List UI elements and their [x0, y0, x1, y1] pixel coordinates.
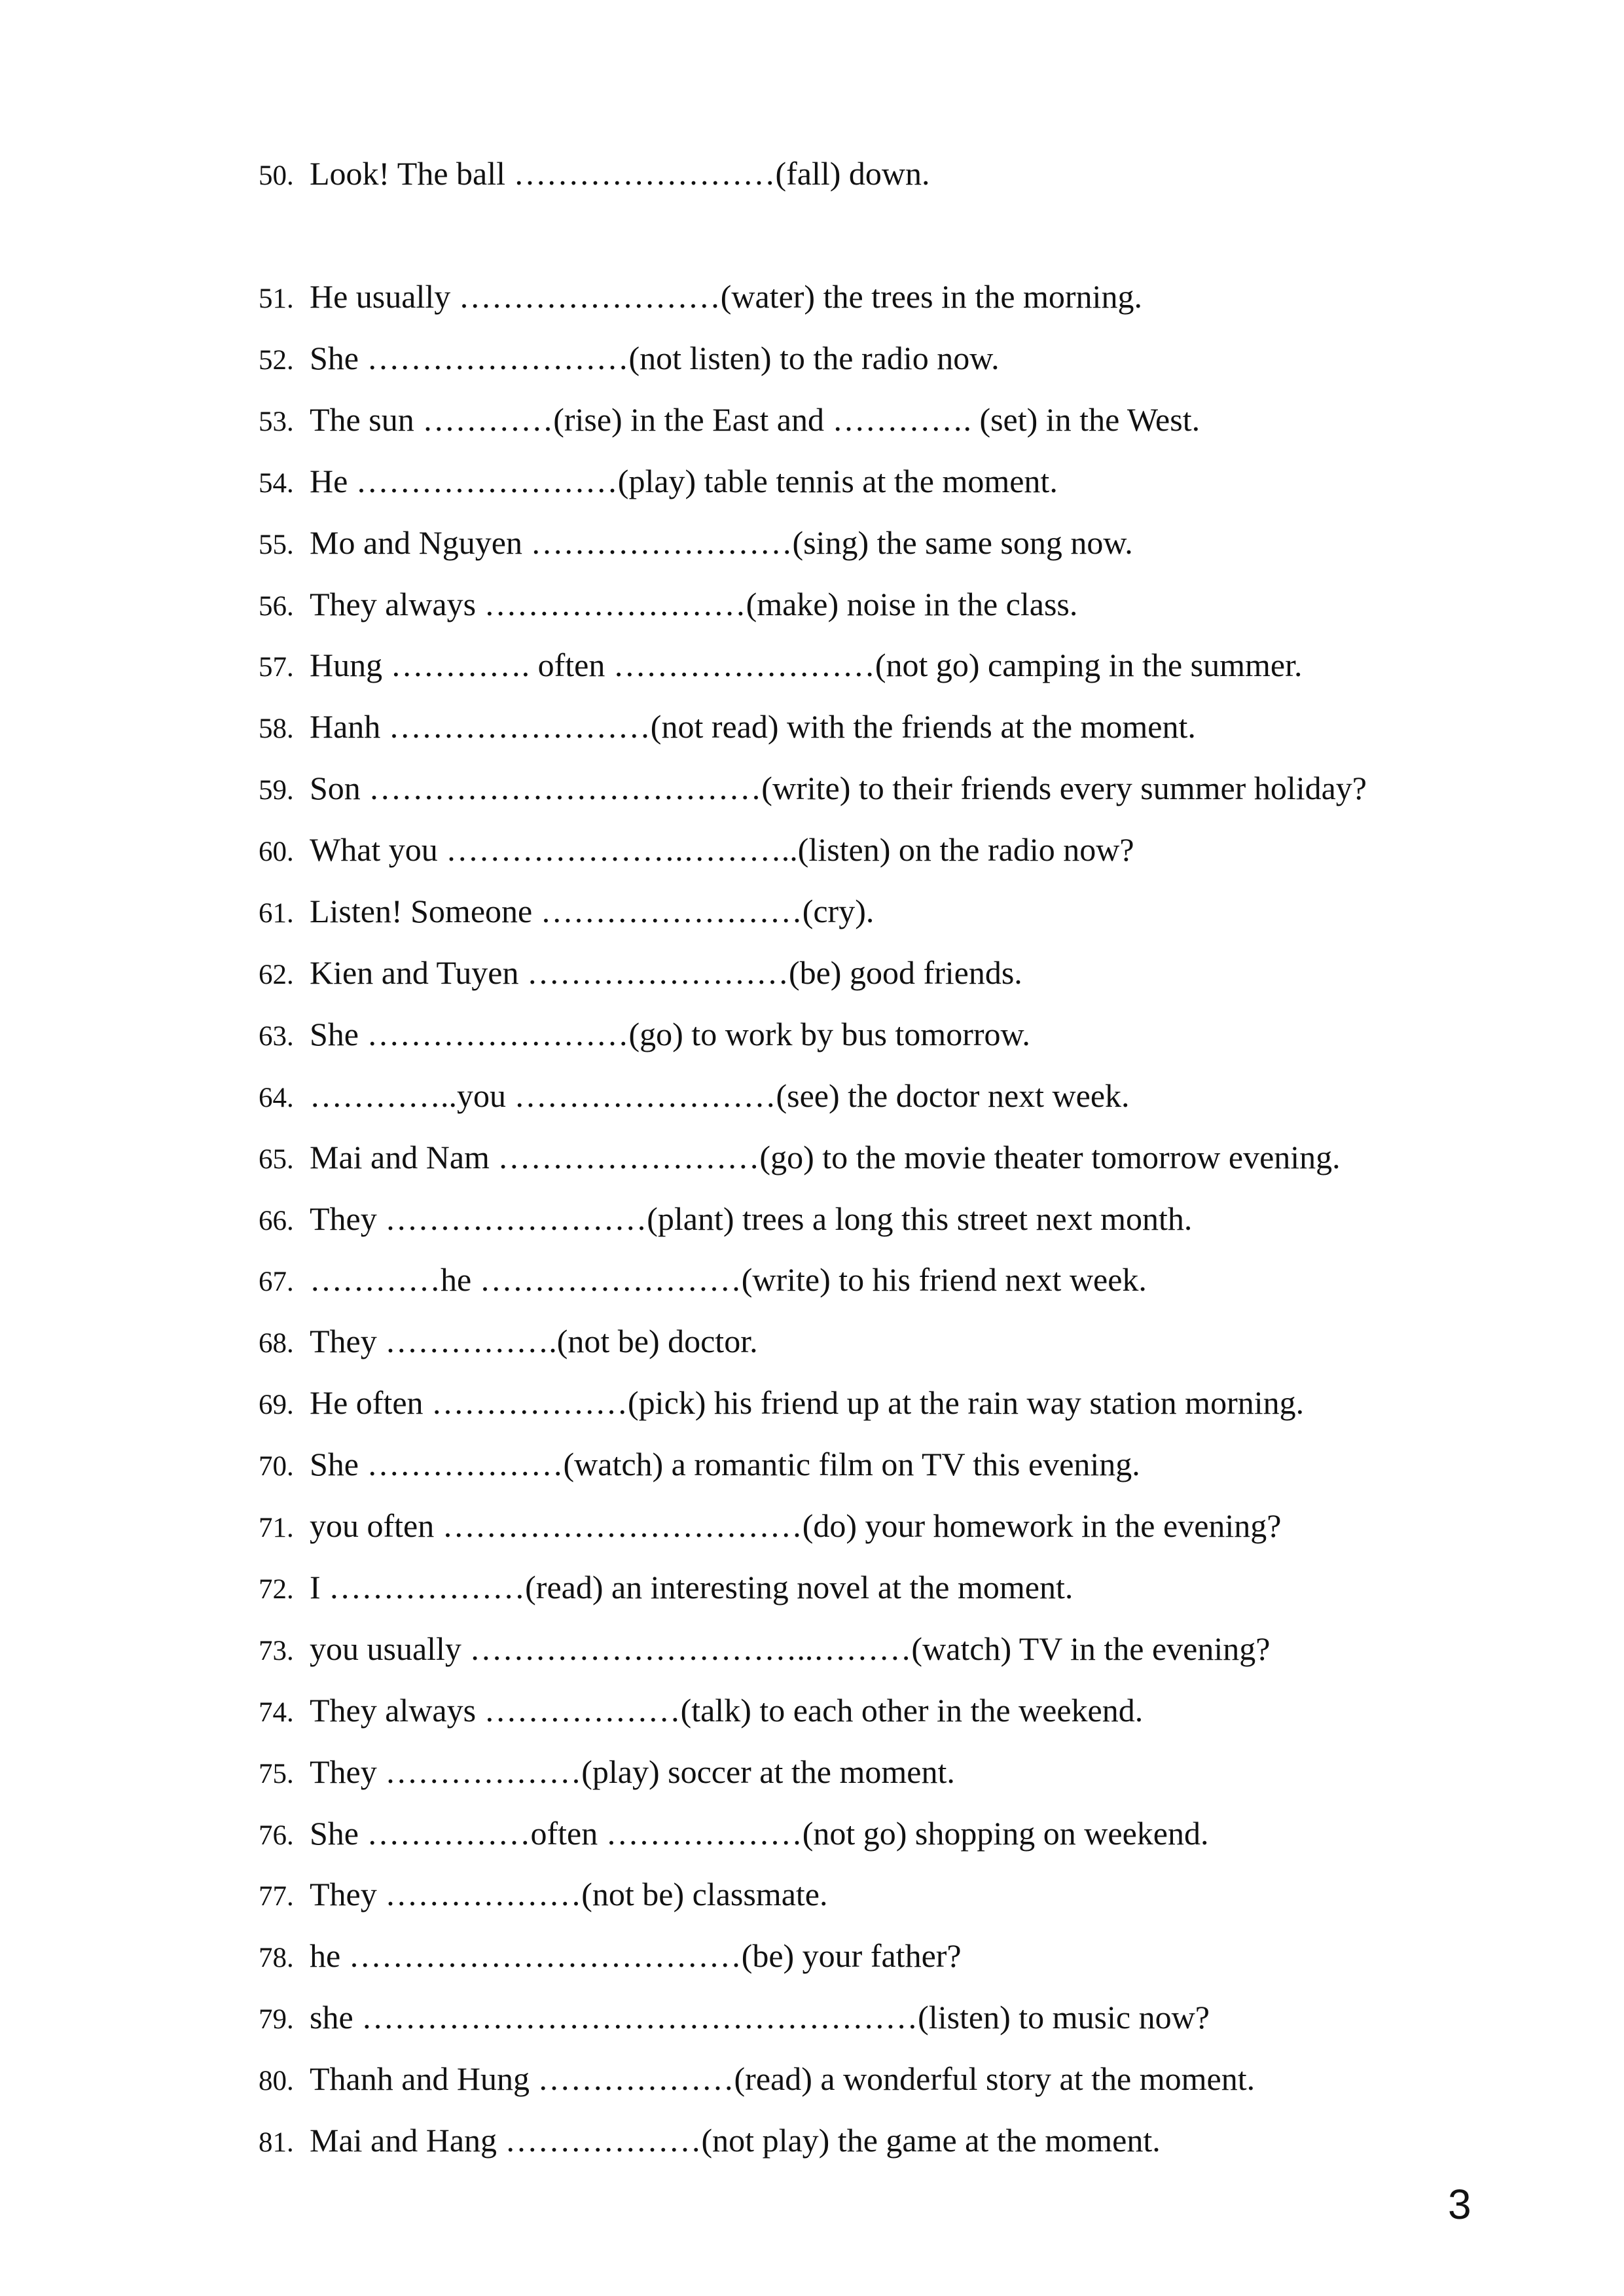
exercise-item	[259, 157, 930, 190]
exercise-number: 64.	[259, 1082, 294, 1113]
exercise-number: 62.	[259, 959, 294, 990]
exercise-sentence: you often ……………………………(do) your homework in the evening?	[310, 1507, 1282, 1544]
exercise-item	[259, 1446, 1140, 1483]
exercise-number: 80.	[259, 2066, 294, 2097]
exercise-item	[259, 770, 1367, 807]
exercise-item	[259, 2124, 1161, 2157]
exercise-number: 79.	[259, 2004, 294, 2036]
exercise-item	[259, 403, 1200, 436]
exercise-sentence: Son ………………………………(write) to their friends every summer holiday?	[310, 770, 1367, 807]
exercise-sentence: …………he ……………………(write) to his friend next week.	[310, 1261, 1147, 1299]
exercise-number: 70.	[259, 1451, 294, 1482]
exercise-number: 56.	[259, 590, 294, 622]
exercise-sentence: Look! The ball ……………………(fall) down.	[310, 155, 930, 192]
exercise-item	[259, 956, 1022, 989]
exercise-number: 73.	[259, 1635, 294, 1666]
exercise-number: 75.	[259, 1758, 294, 1789]
exercise-item	[259, 1568, 1074, 1605]
exercise-sentence: Mai and Nam ……………………(go) to the movie theater tomorrow evening.	[310, 1138, 1341, 1175]
exercise-item	[259, 1015, 1030, 1052]
exercise-sentence: Hanh ……………………(not read) with the friends at the moment.	[310, 708, 1196, 745]
page-number: 3	[1448, 2181, 1471, 2228]
exercise-number: 71.	[259, 1513, 294, 1543]
exercise-sentence: They ……………………(plant) trees a long this street next month.	[310, 1200, 1193, 1237]
exercise-number: 52.	[259, 344, 294, 376]
exercise-item	[259, 1691, 1144, 1729]
exercise-sentence: Kien and Tuyen ……………………(be) good friends.	[310, 954, 1022, 991]
exercise-sentence: She ……………………(not listen) to the radio now.	[310, 339, 1000, 376]
exercise-number: 78.	[259, 1943, 294, 1974]
exercise-number: 59.	[259, 775, 294, 806]
exercise-item	[259, 1261, 1147, 1299]
exercise-number: 77.	[259, 1881, 294, 1912]
exercise-item	[259, 1509, 1281, 1542]
exercise-number: 68.	[259, 1328, 294, 1359]
exercise-number: 54.	[259, 467, 294, 499]
exercise-item	[259, 280, 1142, 313]
exercise-item	[259, 1755, 955, 1788]
exercise-number: 66.	[259, 1205, 294, 1236]
exercise-number: 55.	[259, 529, 294, 560]
exercise-number: 58.	[259, 713, 294, 745]
exercise-number: 67.	[259, 1266, 294, 1298]
exercise-sentence: They …………….(not be) doctor.	[310, 1323, 758, 1360]
exercise-item	[259, 710, 1196, 743]
exercise-item	[259, 1138, 1341, 1175]
exercise-item	[259, 2001, 1210, 2034]
exercise-number: 72.	[259, 1573, 294, 1605]
exercise-sentence: she ……………………………………………(listen) to music now?	[310, 1999, 1210, 2036]
exercise-item	[259, 2060, 1255, 2098]
exercise-item	[259, 1814, 1209, 1852]
exercise-item	[259, 462, 1058, 499]
exercise-item	[259, 1876, 828, 1913]
exercise-sentence: …………..you ……………………(see) the doctor next week.	[310, 1077, 1130, 1114]
exercise-sentence: They always ………………(talk) to each other in the weekend.	[310, 1691, 1144, 1729]
exercise-number: 65.	[259, 1143, 294, 1175]
exercise-sentence: Mai and Hang ………………(not play) the game at the moment.	[310, 2122, 1161, 2159]
exercise-number: 57.	[259, 652, 294, 683]
exercise-sentence: Mo and Nguyen ……………………(sing) the same song now.	[310, 524, 1133, 561]
exercise-number: 53.	[259, 406, 294, 437]
exercise-sentence: He usually ……………………(water) the trees in the morning.	[310, 278, 1142, 315]
exercise-sentence: He ……………………(play) table tennis at the moment.	[310, 462, 1058, 499]
exercise-number: 61.	[259, 898, 294, 929]
exercise-sentence: I ………………(read) an interesting novel at the moment.	[310, 1568, 1074, 1605]
exercise-item	[259, 831, 1134, 869]
exercise-number: 60.	[259, 836, 294, 868]
exercise-sentence: They always ……………………(make) noise in the class.	[310, 585, 1078, 622]
exercise-item	[259, 647, 1303, 684]
exercise-sentence: They ………………(play) soccer at the moment.	[310, 1753, 955, 1790]
exercise-sentence: He often ………………(pick) his friend up at the rain way station morning.	[310, 1384, 1305, 1422]
exercise-sentence: She ………………(watch) a romantic film on TV this evening.	[310, 1446, 1140, 1483]
exercise-number: 50.	[259, 160, 294, 191]
exercise-number: 81.	[259, 2127, 294, 2158]
exercise-item	[259, 1384, 1305, 1422]
exercise-sentence: They ………………(not be) classmate.	[310, 1876, 828, 1913]
exercise-sentence: What you ………………….………..(listen) on the radio now?	[310, 831, 1134, 869]
exercise-number: 69.	[259, 1390, 294, 1421]
exercise-item	[259, 1632, 1270, 1665]
exercise-item	[259, 339, 1000, 376]
exercise-item	[259, 1079, 1130, 1112]
exercise-sentence: you usually …………………………..………(watch) TV in the evening?	[310, 1630, 1271, 1667]
exercise-sentence: Thanh and Hung ………………(read) a wonderful story at the moment.	[310, 2060, 1255, 2098]
exercise-sentence: She ……………………(go) to work by bus tomorrow.	[310, 1015, 1030, 1052]
exercise-item	[259, 1323, 758, 1360]
exercise-sentence: Listen! Someone ……………………(cry).	[310, 893, 875, 929]
exercise-number: 63.	[259, 1020, 294, 1052]
exercise-item	[259, 1202, 1192, 1235]
exercise-sentence: Hung …………. often ……………………(not go) camping in the summer.	[310, 647, 1303, 684]
exercise-item	[259, 895, 874, 927]
exercise-sentence: The sun …………(rise) in the East and …………. (set) in the West.	[310, 401, 1200, 438]
exercise-sentence: he ………………………………(be) your father?	[310, 1937, 962, 1975]
exercise-number: 51.	[259, 283, 294, 314]
exercise-item	[259, 526, 1133, 559]
exercise-number: 76.	[259, 1820, 294, 1851]
exercise-sentence: She ……………often ………………(not go) shopping on weekend.	[310, 1814, 1209, 1852]
exercise-item	[259, 585, 1078, 622]
exercise-item	[259, 1937, 962, 1975]
exercise-number: 74.	[259, 1696, 294, 1728]
